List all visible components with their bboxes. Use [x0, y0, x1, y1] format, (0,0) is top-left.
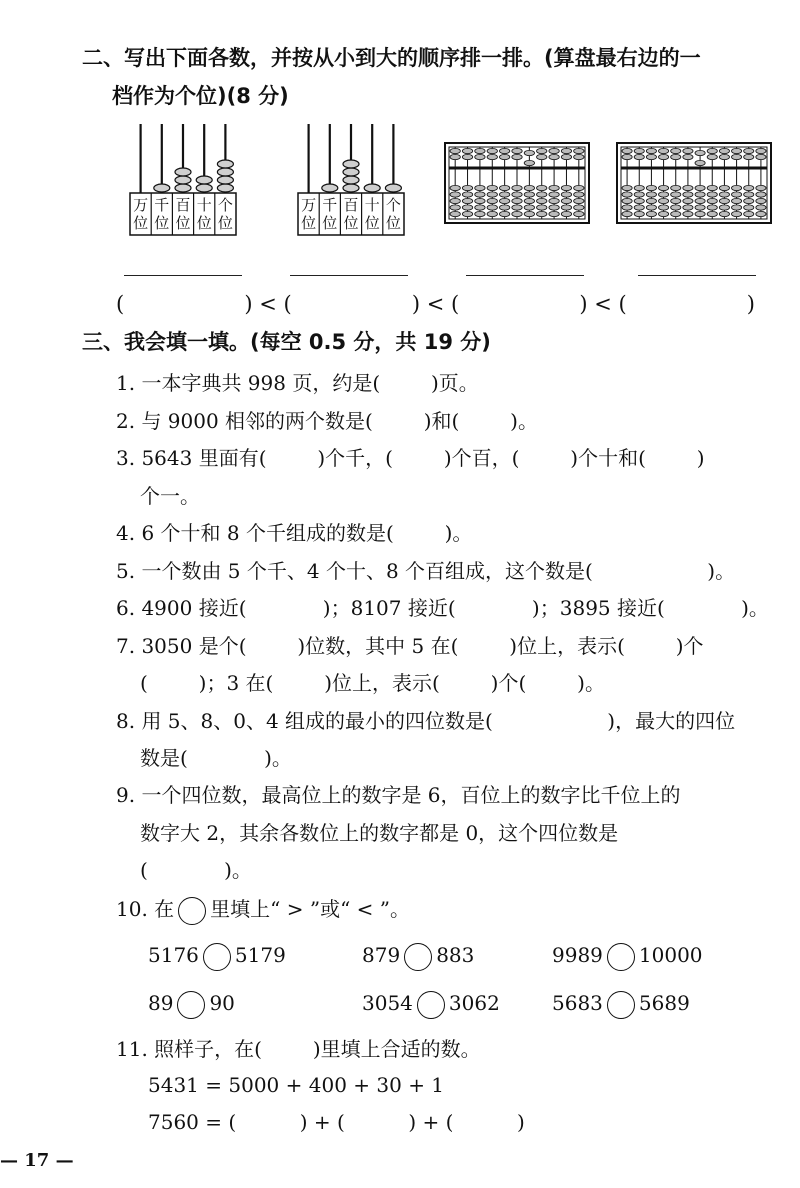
compare-right: 883 [436, 943, 475, 967]
suanpan1-bead [462, 198, 472, 203]
suanpan1-bead [549, 211, 559, 216]
compare-left: 9989 [552, 943, 603, 967]
suanpan1-bead [499, 192, 509, 197]
suanpan1-bead [512, 205, 522, 210]
suanpan1-bead [537, 211, 547, 216]
abacus1-bead [196, 184, 212, 192]
suanpan2-bead [646, 148, 656, 153]
q3-line1: 3. 5643 里面有( )个千，( )个百，( )个十和( ) [116, 446, 705, 470]
q9-line3: ( )。 [140, 858, 252, 882]
suanpan1-bead [475, 192, 485, 197]
compare-circle-input[interactable] [177, 991, 205, 1019]
answer-line-1[interactable] [124, 275, 242, 276]
suanpan1-bead [524, 185, 534, 190]
suanpan2-bead [659, 185, 669, 190]
abacus1-bead [217, 160, 233, 168]
abacus1-place-label: 个 [217, 196, 233, 214]
suanpan2-bead [756, 154, 766, 159]
suanpan2-bead [659, 198, 669, 203]
page-number: — 17 — [0, 1150, 74, 1171]
suanpan1-bead [524, 205, 534, 210]
abacus2-bead [343, 176, 359, 184]
suanpan2-bead [659, 211, 669, 216]
abacus2-place-label: 万 [301, 196, 317, 214]
suanpan1-bead [524, 211, 534, 216]
q10-instruction [116, 894, 410, 925]
suanpan1-bead [450, 211, 460, 216]
q2: 2. 与 9000 相邻的两个数是( )和( )。 [116, 409, 538, 433]
suanpan2-bead [671, 198, 681, 203]
suanpan1-bead [574, 154, 584, 159]
suanpan1-bead [512, 211, 522, 216]
suanpan1-bead [549, 192, 559, 197]
ordering-row[interactable]: ( ) < ( ) < ( ) < ( ) [116, 292, 756, 316]
compare-left: 5683 [552, 991, 603, 1015]
suanpan1-bead [561, 211, 571, 216]
abacus1-bead [217, 176, 233, 184]
suanpan2-bead [707, 192, 717, 197]
suanpan1-bead [462, 205, 472, 210]
abacus2-place-label: 千 [322, 196, 338, 214]
compare-circle-input[interactable] [404, 943, 432, 971]
compare-item-3 [552, 940, 703, 971]
q5: 5. 一个数由 5 个千、4 个十、8 个百组成，这个数是( )。 [116, 559, 736, 583]
answer-line-2[interactable] [290, 275, 408, 276]
suanpan2-bead [732, 185, 742, 190]
suanpan1-bead [499, 211, 509, 216]
compare-item-4 [148, 988, 235, 1019]
suanpan1-bead [499, 154, 509, 159]
q1: 1. 一本字典共 998 页，约是( )页。 [116, 371, 479, 395]
suanpan2-bead [707, 205, 717, 210]
suanpan2-bead [732, 154, 742, 159]
suanpan1-bead [574, 205, 584, 210]
suanpan2-bead [683, 211, 693, 216]
suanpan2-bead [622, 148, 632, 153]
abacus1-place-label: 千 [154, 196, 170, 214]
suanpan1-bead [574, 192, 584, 197]
compare-circle-input[interactable] [417, 991, 445, 1019]
suanpan2-bead [659, 148, 669, 153]
compare-circle-input[interactable] [203, 943, 231, 971]
q3-line2: 个一。 [140, 484, 200, 508]
abacus2-bead [343, 160, 359, 168]
suanpan1-bead [450, 148, 460, 153]
suanpan1-bead [475, 198, 485, 203]
suanpan1-bead [524, 160, 534, 165]
compare-right: 90 [209, 991, 235, 1015]
suanpan2-bead [695, 160, 705, 165]
suanpan-abacus-1 [444, 142, 590, 224]
abacus1-bead [175, 184, 191, 192]
section2-title-line2: 档作为个位)(8 分) [112, 84, 289, 108]
suanpan2-bead [671, 192, 681, 197]
abacus2-place-label: 个 [385, 196, 401, 214]
suanpan2-bead [683, 148, 693, 153]
abacus1-place-label: 位 [196, 214, 212, 232]
suanpan1-bead [487, 198, 497, 203]
suanpan2-bead [719, 198, 729, 203]
suanpan2-bead [695, 198, 705, 203]
section2-title: 二、写出下面各数，并按从小到大的顺序排一排。(算盘最右边的一 [82, 46, 701, 70]
q10-prefix: 10. 在 [116, 897, 175, 921]
suanpan2-bead [744, 192, 754, 197]
suanpan1-bead [537, 148, 547, 153]
suanpan1-bead [499, 148, 509, 153]
suanpan1-bead [512, 185, 522, 190]
suanpan1-bead [450, 154, 460, 159]
suanpan2-bead [719, 148, 729, 153]
suanpan1-bead [487, 205, 497, 210]
suanpan2-bead [622, 205, 632, 210]
suanpan2-bead [756, 198, 766, 203]
suanpan2-bead [646, 211, 656, 216]
suanpan1-bead [549, 205, 559, 210]
suanpan2-bead [719, 154, 729, 159]
compare-left: 3054 [362, 991, 413, 1015]
suanpan1-bead [487, 185, 497, 190]
suanpan2-bead [671, 205, 681, 210]
suanpan1-bead [499, 185, 509, 190]
suanpan2-bead [646, 205, 656, 210]
suanpan2-bead [634, 154, 644, 159]
compare-right: 5179 [234, 943, 286, 967]
suanpan2-bead [634, 192, 644, 197]
suanpan1-bead [487, 154, 497, 159]
suanpan1-bead [574, 198, 584, 203]
suanpan1-bead [512, 148, 522, 153]
q6: 6. 4900 接近( )；8107 接近( )；3895 接近( )。 [116, 596, 769, 620]
suanpan2-bead [695, 211, 705, 216]
abacus2-bead [343, 184, 359, 192]
suanpan1-bead [462, 211, 472, 216]
compare-item-6 [552, 988, 690, 1019]
suanpan2-bead [719, 192, 729, 197]
suanpan1-bead [561, 205, 571, 210]
suanpan1-bead [462, 154, 472, 159]
bead-abacus-2 [296, 118, 408, 238]
suanpan2-bead [646, 198, 656, 203]
compare-right: 3062 [448, 991, 500, 1015]
suanpan2-bead [707, 185, 717, 190]
suanpan2-bead [646, 185, 656, 190]
suanpan1-bead [462, 185, 472, 190]
suanpan2-bead [634, 185, 644, 190]
suanpan1-bead [561, 198, 571, 203]
suanpan2-bead [719, 205, 729, 210]
compare-left: 89 [148, 991, 174, 1015]
suanpan2-bead [646, 154, 656, 159]
suanpan2-bead [634, 198, 644, 203]
circle-icon [178, 897, 206, 925]
suanpan1-bead [561, 154, 571, 159]
suanpan1-bead [487, 192, 497, 197]
suanpan2-bead [683, 154, 693, 159]
suanpan2-bead [695, 192, 705, 197]
suanpan1-bead [574, 185, 584, 190]
suanpan2-bead [744, 154, 754, 159]
suanpan2-bead [622, 154, 632, 159]
abacus1-bead [175, 168, 191, 176]
suanpan1-bead [561, 185, 571, 190]
suanpan1-bead [574, 211, 584, 216]
suanpan1-bead [549, 148, 559, 153]
q7-line2: ( )；3 在( )位上，表示( )个( )。 [140, 671, 605, 695]
suanpan2-bead [732, 148, 742, 153]
suanpan2-bead [634, 211, 644, 216]
suanpan1-bead [524, 150, 534, 155]
suanpan2-bead [732, 205, 742, 210]
suanpan1-bead [524, 192, 534, 197]
compare-left: 5176 [148, 943, 199, 967]
abacus2-place-label: 位 [322, 214, 338, 232]
abacus2-bead [322, 184, 338, 192]
suanpan1-bead [537, 205, 547, 210]
abacus1-bead [217, 184, 233, 192]
suanpan2-bead [622, 211, 632, 216]
suanpan2-bead [671, 148, 681, 153]
suanpan1-bead [462, 192, 472, 197]
q11-example: 5431 = 5000 + 400 + 30 + 1 [148, 1073, 445, 1097]
abacus2-place-label: 位 [364, 214, 380, 232]
suanpan2-bead [634, 148, 644, 153]
bead-abacus-1 [128, 118, 240, 238]
abacus1-place-label: 位 [154, 214, 170, 232]
suanpan2-bead [707, 198, 717, 203]
compare-circle-input[interactable] [607, 943, 635, 971]
suanpan2-bead [622, 192, 632, 197]
suanpan2-bead [683, 192, 693, 197]
suanpan2-bead [671, 211, 681, 216]
suanpan2-bead [671, 185, 681, 190]
suanpan1-bead [549, 154, 559, 159]
suanpan1-bead [487, 148, 497, 153]
suanpan1-bead [475, 154, 485, 159]
suanpan1-bead [537, 154, 547, 159]
q9-line1: 9. 一个四位数，最高位上的数字是 6，百位上的数字比千位上的 [116, 783, 681, 807]
abacus1-bead [217, 168, 233, 176]
suanpan1-bead [462, 148, 472, 153]
q4: 4. 6 个十和 8 个千组成的数是( )。 [116, 521, 473, 545]
suanpan1-bead [537, 192, 547, 197]
suanpan1-bead [524, 198, 534, 203]
suanpan2-bead [683, 205, 693, 210]
suanpan2-bead [744, 211, 754, 216]
abacus1-place-label: 位 [217, 214, 233, 232]
suanpan2-bead [622, 185, 632, 190]
suanpan2-bead [634, 205, 644, 210]
q11-task[interactable]: 7560 = ( ) + ( ) + ( ) [148, 1110, 525, 1134]
suanpan2-bead [695, 150, 705, 155]
suanpan2-bead [683, 185, 693, 190]
suanpan2-bead [646, 192, 656, 197]
suanpan1-bead [549, 185, 559, 190]
suanpan1-bead [549, 198, 559, 203]
compare-circle-input[interactable] [607, 991, 635, 1019]
suanpan2-bead [719, 211, 729, 216]
suanpan2-bead [744, 198, 754, 203]
abacus1-place-label: 十 [196, 196, 212, 214]
q8-line2: 数是( )。 [140, 746, 292, 770]
abacus2-bead [343, 168, 359, 176]
suanpan2-bead [732, 211, 742, 216]
suanpan1-bead [487, 211, 497, 216]
suanpan2-bead [622, 198, 632, 203]
suanpan2-bead [683, 198, 693, 203]
suanpan2-bead [756, 192, 766, 197]
suanpan2-bead [659, 154, 669, 159]
suanpan2-bead [756, 185, 766, 190]
suanpan1-bead [475, 211, 485, 216]
abacus2-bead [364, 184, 380, 192]
abacus1-place-label: 百 [175, 196, 191, 214]
suanpan1-bead [499, 198, 509, 203]
suanpan2-bead [732, 198, 742, 203]
suanpan2-bead [707, 211, 717, 216]
q9-line2: 数字大 2，其余各数位上的数字都是 0，这个四位数是 [140, 821, 619, 845]
suanpan1-bead [450, 205, 460, 210]
suanpan1-bead [561, 192, 571, 197]
suanpan2-bead [671, 154, 681, 159]
suanpan1-bead [574, 148, 584, 153]
abacus1-bead [154, 184, 170, 192]
suanpan1-bead [450, 185, 460, 190]
suanpan2-bead [732, 192, 742, 197]
compare-right: 10000 [638, 943, 703, 967]
q8-line1: 8. 用 5、8、0、4 组成的最小的四位数是( )，最大的四位 [116, 709, 736, 733]
suanpan2-bead [744, 148, 754, 153]
abacus2-place-label: 位 [301, 214, 317, 232]
compare-item-2 [362, 940, 474, 971]
abacus1-bead [196, 176, 212, 184]
suanpan1-bead [537, 198, 547, 203]
suanpan-abacus-2 [616, 142, 772, 224]
compare-left: 879 [362, 943, 401, 967]
answer-line-4[interactable] [638, 275, 756, 276]
suanpan2-bead [659, 205, 669, 210]
suanpan1-bead [512, 198, 522, 203]
suanpan1-bead [450, 192, 460, 197]
compare-item-1 [148, 940, 286, 971]
suanpan2-bead [756, 148, 766, 153]
suanpan2-bead [744, 185, 754, 190]
abacus1-rods [141, 124, 234, 193]
answer-line-3[interactable] [466, 275, 584, 276]
suanpan1-bead [512, 154, 522, 159]
suanpan1-bead [499, 205, 509, 210]
suanpan2-bead [756, 211, 766, 216]
abacus1-place-label: 万 [133, 196, 149, 214]
abacus2-place-label: 位 [343, 214, 359, 232]
abacus2-bead [385, 184, 401, 192]
suanpan2-bead [695, 205, 705, 210]
abacus2-place-label: 位 [385, 214, 401, 232]
suanpan1-bead [537, 185, 547, 190]
suanpan2-bead [695, 185, 705, 190]
suanpan1-bead [475, 148, 485, 153]
abacus2-place-label: 百 [343, 196, 359, 214]
q7-line1: 7. 3050 是个( )位数，其中 5 在( )位上，表示( )个 [116, 634, 704, 658]
suanpan1-bead [475, 205, 485, 210]
abacus1-place-label: 位 [175, 214, 191, 232]
abacus1-place-label: 位 [133, 214, 149, 232]
suanpan1-bead [450, 198, 460, 203]
suanpan1-bead [561, 148, 571, 153]
compare-right: 5689 [638, 991, 690, 1015]
suanpan2-bead [707, 148, 717, 153]
q10-suffix: 里填上“ > ”或“ < ”。 [210, 897, 411, 921]
suanpan2-bead [744, 205, 754, 210]
suanpan1-bead [475, 185, 485, 190]
q11: 11. 照样子，在( )里填上合适的数。 [116, 1037, 481, 1061]
suanpan2-bead [659, 192, 669, 197]
suanpan2-bead [707, 154, 717, 159]
suanpan2-bead [756, 205, 766, 210]
suanpan2-bead [719, 185, 729, 190]
section3-title: 三、我会填一填。(每空 0.5 分，共 19 分) [82, 330, 491, 354]
suanpan1-bead [512, 192, 522, 197]
abacus2-place-label: 十 [364, 196, 380, 214]
abacus1-bead [175, 176, 191, 184]
compare-item-5 [362, 988, 500, 1019]
